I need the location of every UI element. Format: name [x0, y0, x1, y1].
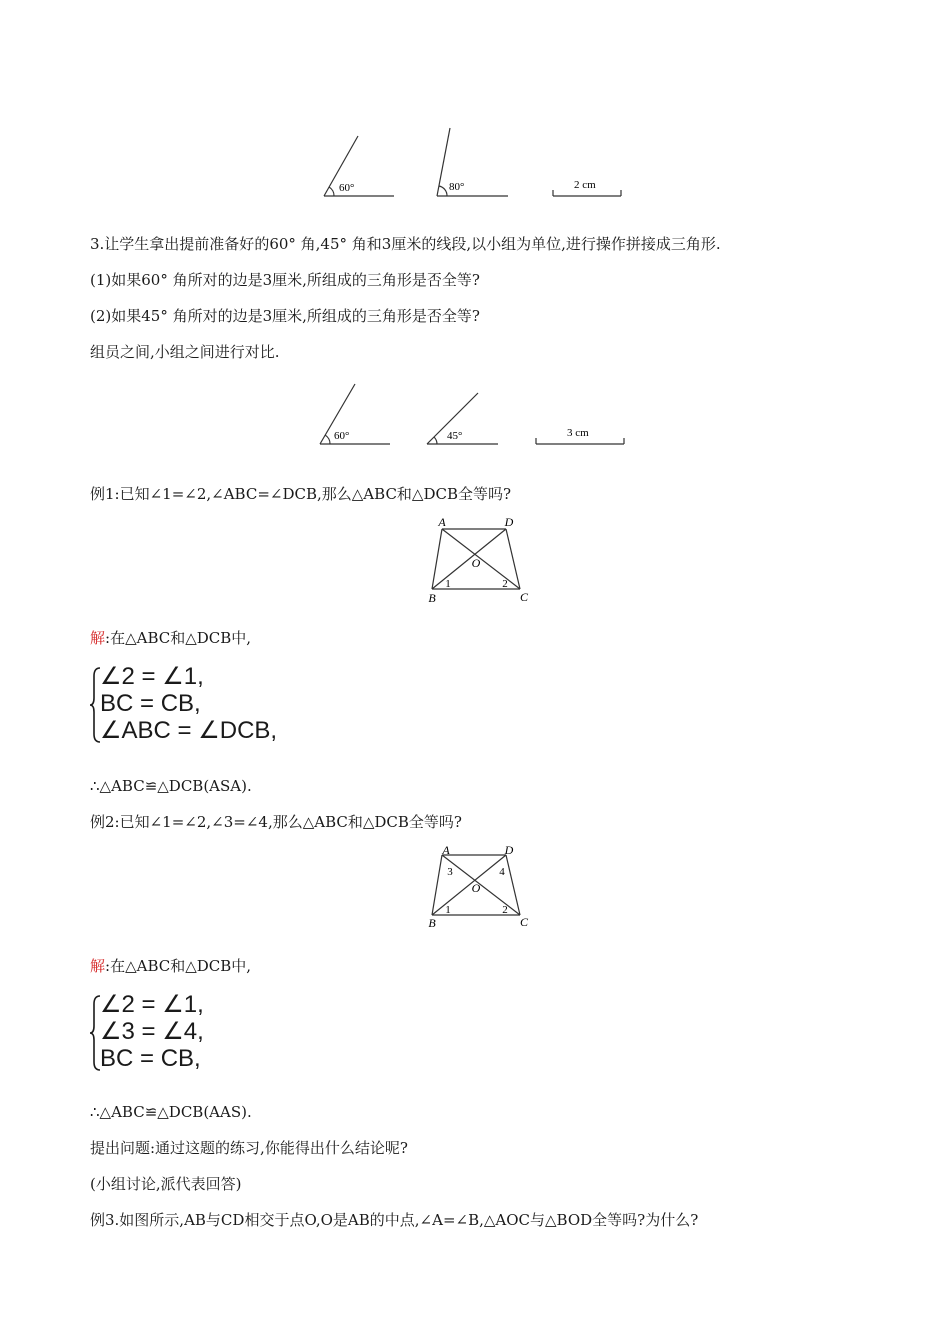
paragraph: 3.让学生拿出提前准备好的60° 角,45° 角和3厘米的线段,以小组为单位,进行操作拼接成三角形.	[90, 235, 721, 253]
angle-number: 1	[445, 904, 451, 916]
equation-row: ∠3 = ∠4,	[100, 1018, 204, 1045]
question: (2)如果45° 角所对的边是3厘米,所组成的三角形是否全等?	[90, 307, 480, 325]
discussion-note: (小组讨论,派代表回答)	[90, 1175, 242, 1193]
angle-number: 4	[499, 866, 505, 878]
vertex-label: A	[438, 515, 446, 529]
vertex-label: D	[504, 515, 514, 529]
vertex-label: A	[442, 843, 450, 857]
solution-text: :在△ABC和△DCB中,	[105, 957, 252, 975]
question: (1)如果60° 角所对的边是3厘米,所组成的三角形是否全等?	[90, 271, 480, 289]
solution-intro	[90, 956, 251, 976]
solution-intro	[90, 628, 251, 648]
vertex-label: O	[471, 556, 481, 570]
segment-label: 2 cm	[574, 179, 596, 191]
angle-label: 45°	[447, 430, 463, 442]
solution-label: 解	[90, 957, 106, 975]
angle-figure-2	[310, 378, 640, 458]
vertex-label: D	[504, 843, 514, 857]
equation-row: ∠2 = ∠1,	[100, 663, 204, 690]
angle-figure-1	[310, 120, 640, 210]
angle-label: 60°	[334, 430, 350, 442]
conclusion-1: ∴△ABC≌△DCB(ASA).	[90, 777, 252, 795]
solution-text: :在△ABC和△DCB中,	[105, 629, 252, 647]
question-prompt: 提出问题:通过这题的练习,你能得出什么结论呢?	[90, 1139, 408, 1157]
equation-system-1	[90, 664, 310, 746]
vertex-label: B	[428, 916, 436, 930]
example-1: 例1:已知∠1=∠2,∠ABC=∠DCB,那么△ABC和△DCB全等吗?	[90, 485, 512, 503]
vertex-label: C	[519, 915, 529, 929]
equation-row: ∠ABC = ∠DCB,	[100, 717, 278, 744]
equation-row: ∠2 = ∠1,	[100, 991, 204, 1018]
vertex-label: B	[428, 591, 436, 605]
vertex-label: C	[519, 590, 529, 604]
triangle-figure-1	[420, 515, 540, 607]
angle-label: 80°	[449, 181, 465, 193]
angle-number: 2	[502, 578, 508, 590]
angle-number: 1	[445, 578, 451, 590]
angle-number: 2	[502, 904, 508, 916]
equation-row: BC = CB,	[100, 690, 201, 717]
solution-label: 解	[90, 629, 106, 647]
angle-label: 60°	[339, 182, 355, 194]
paragraph: 组员之间,小组之间进行对比.	[90, 343, 280, 361]
equation-row: BC = CB,	[100, 1045, 201, 1072]
triangle-figure-2	[420, 843, 540, 933]
vertex-label: O	[471, 881, 481, 895]
segment-label: 3 cm	[567, 427, 589, 439]
equation-system-2	[90, 992, 310, 1074]
angle-number: 3	[447, 866, 453, 878]
conclusion-2: ∴△ABC≌△DCB(AAS).	[90, 1103, 252, 1121]
example-2: 例2:已知∠1=∠2,∠3=∠4,那么△ABC和△DCB全等吗?	[90, 813, 462, 831]
example-3: 例3.如图所示,AB与CD相交于点O,O是AB的中点,∠A=∠B,△AOC与△BOD全等吗?为什么?	[90, 1211, 699, 1229]
